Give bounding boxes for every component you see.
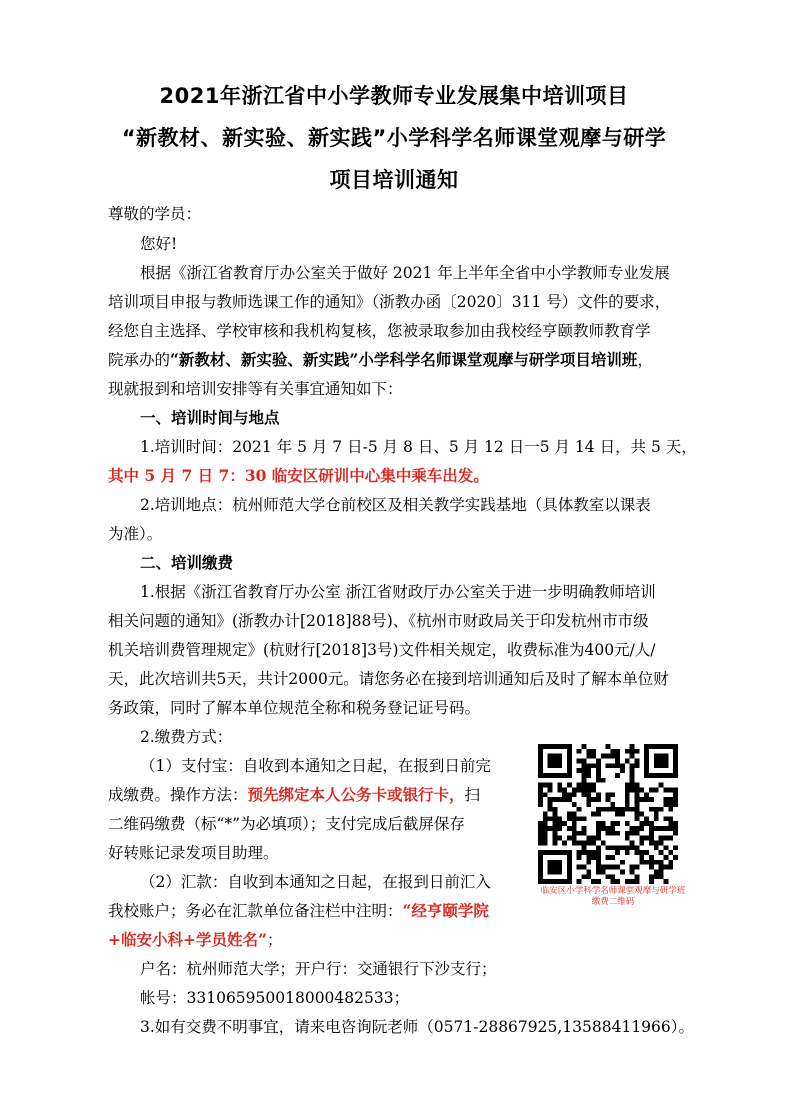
remit-line-3-b: ； (266, 931, 283, 949)
fee-line-5: 务政策，同时了解本单位规范全称和税务登记证号码。 (108, 699, 481, 717)
payment-qr-block (532, 744, 702, 908)
greeting: 您好! (140, 235, 178, 253)
intro-line-5: 现就报到和培训安排等有关事宜通知如下： (108, 380, 403, 398)
intro-line-3: 经您自主选择、学校审核和我机构复核，您被录取参加由我校经亨颐教师教育学 (108, 322, 651, 340)
alipay-bind-card-note: 预先绑定本人公务卡或银行卡， (247, 785, 465, 804)
alipay-line-3: 二维码缴费（标“*”为必填项）；支付完成后截屏保存 (108, 815, 465, 833)
alipay-line-2-c: 扫 (464, 786, 481, 804)
account-number-line: 帐号：331065950018000482533； (140, 989, 410, 1007)
section-heading-2: 二、培训缴费 (140, 553, 234, 572)
remit-line-2 (108, 901, 489, 921)
remit-line-3 (108, 930, 282, 950)
title-line-1: 2021年浙江省中小学教师专业发展集中培训项目 (159, 84, 629, 108)
qr-caption (532, 886, 694, 908)
intro-line-4-c: ， (637, 351, 653, 369)
alipay-line-1: （1）支付宝：自收到本通知之日起，在报到日前完 (140, 757, 491, 775)
fee-line-4: 天，此次培训共5天，共计2000元。请您务必在接到培训通知后及时了解本单位财 (108, 670, 669, 688)
fee-line-2: 相关问题的通知》(浙教办计[2018]88号)、《杭州市财政局关于印发杭州市市级 (108, 612, 649, 630)
remit-line-2-a: 我校账户；务必在汇款单位备注栏中注明： (108, 902, 403, 920)
remit-line-1: （2）汇款：自收到本通知之日起，在报到日前汇入 (140, 873, 491, 891)
account-name-line: 户名：杭州师范大学；开户行：交通银行下沙支行； (140, 960, 497, 978)
fee-line-3: 机关培训费管理规定》(杭财行[2018]3号)文件相关规定，收费标准为400元/人/ (108, 641, 656, 659)
remit-note-part-2: +临安小科+学员姓名” (108, 930, 267, 949)
qr-caption-line-2: 缴费二维码 (591, 897, 635, 907)
title-line-3: 项目培训通知 (329, 168, 459, 192)
training-time-line-2: 其中 5 月 7 日 7：30 临安区研训中心集中乘车出发。 (108, 466, 489, 485)
training-place-line-2: 为准）。 (108, 525, 163, 543)
alipay-line-2 (108, 785, 480, 805)
qr-caption-line-1: 临安区小学科学名师课堂观摩与研学班 (540, 886, 686, 896)
alipay-line-4: 好转账记录发项目助理。 (108, 844, 279, 862)
intro-line-4 (108, 350, 653, 370)
payment-qr-code[interactable] (538, 744, 678, 884)
training-place-line-1: 2.培训地点：杭州师范大学仓前校区及相关教学实践基地（具体教室以课表 (140, 496, 651, 514)
salutation: 尊敬的学员： (108, 205, 202, 223)
intro-line-2: 培训项目申报与教师选课工作的通知》（浙教办函〔2020〕311 号）文件的要求， (108, 293, 671, 311)
project-name: “新教材、新实验、新实践”小学科学名师课堂观摩与研学项目培训班 (170, 350, 638, 369)
section-heading-1: 一、培训时间与地点 (140, 408, 280, 427)
remit-note-part-1: “经亨颐学院 (402, 901, 489, 920)
payment-method-heading: 2.缴费方式： (140, 728, 233, 746)
intro-line-1: 根据《浙江省教育厅办公室关于做好 2021 年上半年全省中小学教师专业发展 (140, 264, 670, 282)
title-line-2: “新教材、新实验、新实践”小学科学名师课堂观摩与研学 (121, 126, 667, 150)
intro-line-4-a: 院承办的 (108, 351, 171, 369)
fee-line-1: 1.根据《浙江省教育厅办公室 浙江省财政厅办公室关于进一步明确教师培训 (140, 583, 656, 601)
contact-line: 3.如有交费不明事宜，请来电咨询阮老师（0571-28867925,13588411966）。 (140, 1018, 695, 1036)
alipay-line-2-a: 成缴费。操作方法： (108, 786, 248, 804)
training-time-line-1: 1.培训时间：2021 年 5 月 7 日-5 月 8 日、5 月 12 日一5 月 14 日，共 5 天， (140, 438, 697, 456)
